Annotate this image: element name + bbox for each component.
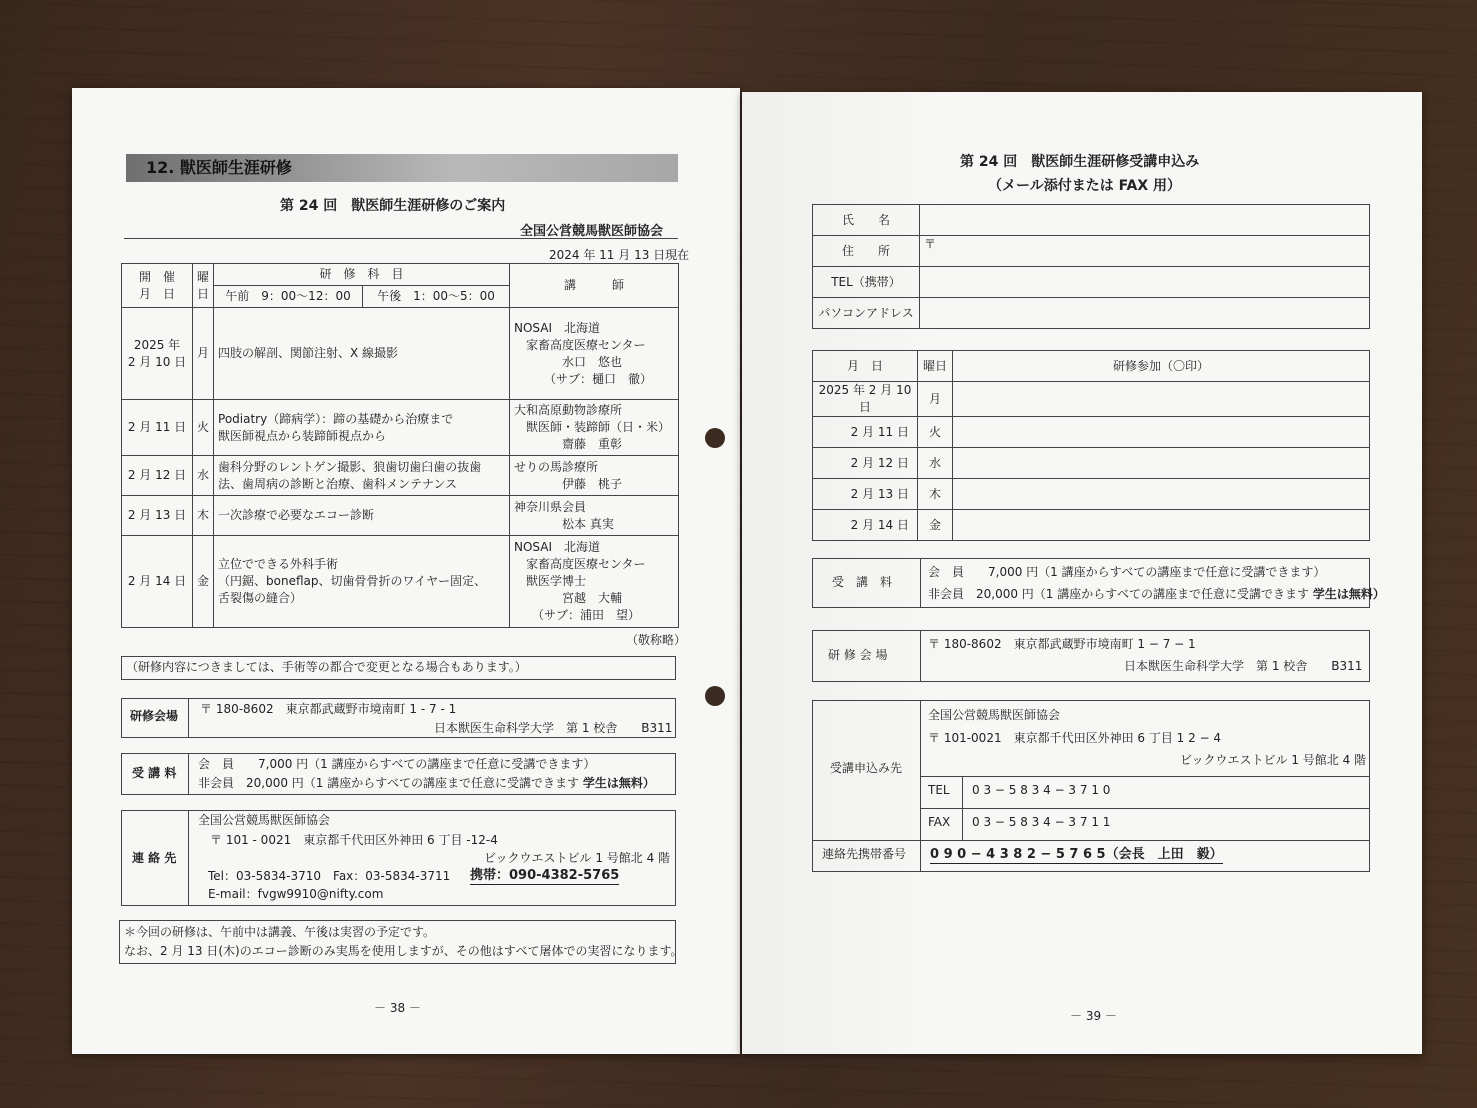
row-lecturer: せりの馬診療所 伊藤 桃子 [510, 456, 679, 496]
attend-mark-field[interactable] [953, 510, 1370, 541]
row-date: 2025 年 2 月 10 日 [122, 308, 193, 400]
row-subject: 立位でできる外科手術 （円鋸、boneflap、切歯骨骨折のワイヤー固定、 舌裂傷の縫合） [214, 536, 510, 628]
email-field[interactable] [920, 298, 1370, 329]
row-lecturer: 神奈川県会員 松本 真実 [510, 496, 679, 536]
venue-divider [920, 630, 921, 682]
venue-divider [188, 698, 189, 738]
mobile-number: 0 9 0 − 4 3 8 2 − 5 7 6 5（会長 上田 毅） [930, 847, 1223, 862]
tel-number: 0 3 − 5 8 3 4 − 3 7 1 0 [972, 783, 1111, 797]
left-page [72, 88, 740, 1054]
apply-divider [920, 700, 921, 872]
contact-label: 連 絡 先 [132, 851, 177, 865]
contact-divider [188, 810, 189, 906]
remark-line1: ＊今回の研修は、午前中は講義、午後は実習の予定です。 [124, 925, 436, 939]
attend-date: 2 月 11 日 [813, 417, 918, 448]
applicant-table [812, 204, 1370, 329]
section-header: 12. 獣医師生涯研修 [146, 158, 292, 177]
fee-line2-free: 学生は無料） [582, 776, 655, 790]
fee-line2 [928, 586, 1385, 603]
fee-line1: 会 員 7,000 円（1 講座からすべての講座まで任意に受講できます） [198, 757, 596, 771]
header-pm: 午後 1：00～5：00 [363, 286, 510, 308]
header-am: 午前 9：00～12：00 [214, 286, 363, 308]
attend-header-mark: 研修参加（〇印） [953, 351, 1370, 382]
row-lecturer: NOSAI 北海道 家畜高度医療センター 獣医学博士 宮越 大輔 （サブ：浦田 望） [510, 536, 679, 628]
tel-label: TEL（携帯） [813, 267, 920, 298]
attendance-table [812, 350, 1370, 541]
attend-mark-field[interactable] [953, 382, 1370, 417]
row-day: 火 [193, 400, 214, 456]
fee-divider [920, 558, 921, 608]
fee-label: 受 講 料 [132, 766, 177, 780]
apply-line1: 全国公営競馬獣医師協会 [928, 708, 1061, 722]
venue-label: 研修会場 [130, 709, 179, 723]
address-label: 住 所 [813, 236, 920, 267]
row-lecturer: 大和高原動物診療所 獣医師・装蹄師（日・米） 齋藤 重彰 [510, 400, 679, 456]
attend-mark-field[interactable] [953, 417, 1370, 448]
fee-line2 [198, 775, 655, 792]
attend-mark-field[interactable] [953, 479, 1370, 510]
schedule-table [121, 263, 679, 628]
fax-label: FAX [928, 815, 951, 829]
attend-header-day: 曜日 [918, 351, 953, 382]
header-day: 曜 日 [193, 264, 214, 308]
change-notice: （研修内容につきましては、手術等の都合で変更となる場合もあります。） [126, 660, 527, 674]
fee-divider [188, 753, 189, 795]
contact-line3: ビックウエストビル 1 号館北 4 階 [484, 851, 671, 865]
honorifics-note: （敬称略） [626, 633, 687, 647]
fax-number: 0 3 − 5 8 3 4 − 3 7 1 1 [972, 815, 1111, 829]
row-date: 2 月 14 日 [122, 536, 193, 628]
attend-date: 2 月 14 日 [813, 510, 918, 541]
apply-mobile-rule [812, 840, 1370, 841]
venue-line2: 日本獣医生命科学大学 第 1 校舎 B311 [1124, 659, 1363, 673]
issue-date: 2024 年 11 月 13 日現在 [549, 248, 690, 262]
attend-day: 木 [918, 479, 953, 510]
row-day: 木 [193, 496, 214, 536]
row-subject: 四肢の解剖、関節注射、X 線撮影 [214, 308, 510, 400]
venue-line2: 日本獣医生命科学大学 第 1 校舎 B311 [434, 721, 673, 735]
apply-line2: 〒 101-0021 東京都千代田区外神田 6 丁目 1 2 − 4 [928, 731, 1222, 745]
row-date: 2 月 11 日 [122, 400, 193, 456]
name-field[interactable] [920, 205, 1370, 236]
apply-fax-rule [920, 808, 1370, 809]
attend-date: 2 月 13 日 [813, 479, 918, 510]
row-subject: 一次診療で必要なエコー診断 [214, 496, 510, 536]
attend-day: 金 [918, 510, 953, 541]
tel-field[interactable] [920, 267, 1370, 298]
row-day: 月 [193, 308, 214, 400]
row-day: 金 [193, 536, 214, 628]
row-date: 2 月 12 日 [122, 456, 193, 496]
fee-line2-text: 非会員 20,000 円（1 講座からすべての講座まで任意に受講できます [198, 776, 580, 790]
row-day: 水 [193, 456, 214, 496]
contact-email: E-mail：fvgw9910@nifty.com [208, 887, 384, 901]
contact-line1: 全国公営競馬獣医師協会 [198, 813, 331, 827]
attend-day: 火 [918, 417, 953, 448]
mobile-label: 連絡先携帯番号 [822, 847, 907, 861]
row-date: 2 月 13 日 [122, 496, 193, 536]
attend-mark-field[interactable] [953, 448, 1370, 479]
row-subject: 歯科分野のレントゲン撮影、狼歯切歯臼歯の抜歯 法、歯周病の診断と治療、歯科メンテナンス [214, 456, 510, 496]
attend-header-date: 月 日 [813, 351, 918, 382]
form-subtitle: （メール添付または FAX 用） [988, 178, 1182, 194]
address-field[interactable]: 〒 [920, 236, 1370, 267]
page-title: 第 24 回 獣医師生涯研修のご案内 [280, 198, 506, 214]
attend-date: 2025 年 2 月 10 日 [813, 382, 918, 417]
tel-label: TEL [928, 783, 950, 797]
apply-tel-rule [920, 776, 1370, 777]
contact-line2: 〒 101 - 0021 東京都千代田区外神田 6 丁目 -12-4 [210, 833, 498, 847]
page-number: － 39 － [1070, 1009, 1117, 1023]
right-page [742, 92, 1422, 1054]
row-lecturer: NOSAI 北海道 家畜高度医療センター 水口 悠也 （サブ：樋口 徹） [510, 308, 679, 400]
page-number: － 38 － [374, 1001, 421, 1015]
header-lecturer: 講 師 [510, 264, 679, 308]
form-title: 第 24 回 獣医師生涯研修受講申込み [960, 154, 1200, 170]
apply-label: 受講申込み先 [830, 761, 903, 775]
fee-label: 受 講 料 [832, 575, 893, 589]
punch-hole [705, 428, 725, 448]
header-subject: 研 修 科 目 [214, 264, 510, 286]
remark-line2: なお、2 月 13 日(木)のエコー診断のみ実馬を使用しますが、その他はすべて屠体での実習になります。 [124, 944, 683, 958]
apply-tel-divider [962, 776, 963, 840]
punch-hole [705, 686, 725, 706]
contact-tel: Tel：03-5834-3710 Fax：03-5834-3711 [208, 869, 451, 883]
venue-label: 研 修 会 場 [828, 648, 888, 662]
email-label: パソコンアドレス [813, 298, 920, 329]
attend-day: 月 [918, 382, 953, 417]
fee-line2-free: 学生は無料） [1312, 587, 1385, 601]
attend-day: 水 [918, 448, 953, 479]
fee-line2-text: 非会員 20,000 円（1 講座からすべての講座まで任意に受講できます [928, 587, 1310, 601]
org-name: 全国公営競馬獣医師協会 [520, 224, 664, 239]
contact-mobile: 携帯：090-4382-5765 [470, 868, 620, 883]
row-subject: Podiatry（蹄病学）：蹄の基礎から治療まで 獣医師視点から装蹄師視点から [214, 400, 510, 456]
attend-date: 2 月 12 日 [813, 448, 918, 479]
name-label: 氏 名 [813, 205, 920, 236]
header-date: 開 催 月 日 [122, 264, 193, 308]
venue-line1: 〒 180-8602 東京都武蔵野市境南町 1 - 7 - 1 [200, 702, 457, 716]
apply-line3: ビックウエストビル 1 号館北 4 階 [1180, 753, 1367, 767]
venue-line1: 〒 180-8602 東京都武蔵野市境南町 1 − 7 − 1 [928, 637, 1196, 651]
fee-line1: 会 員 7,000 円（1 講座からすべての講座まで任意に受講できます） [928, 565, 1326, 579]
